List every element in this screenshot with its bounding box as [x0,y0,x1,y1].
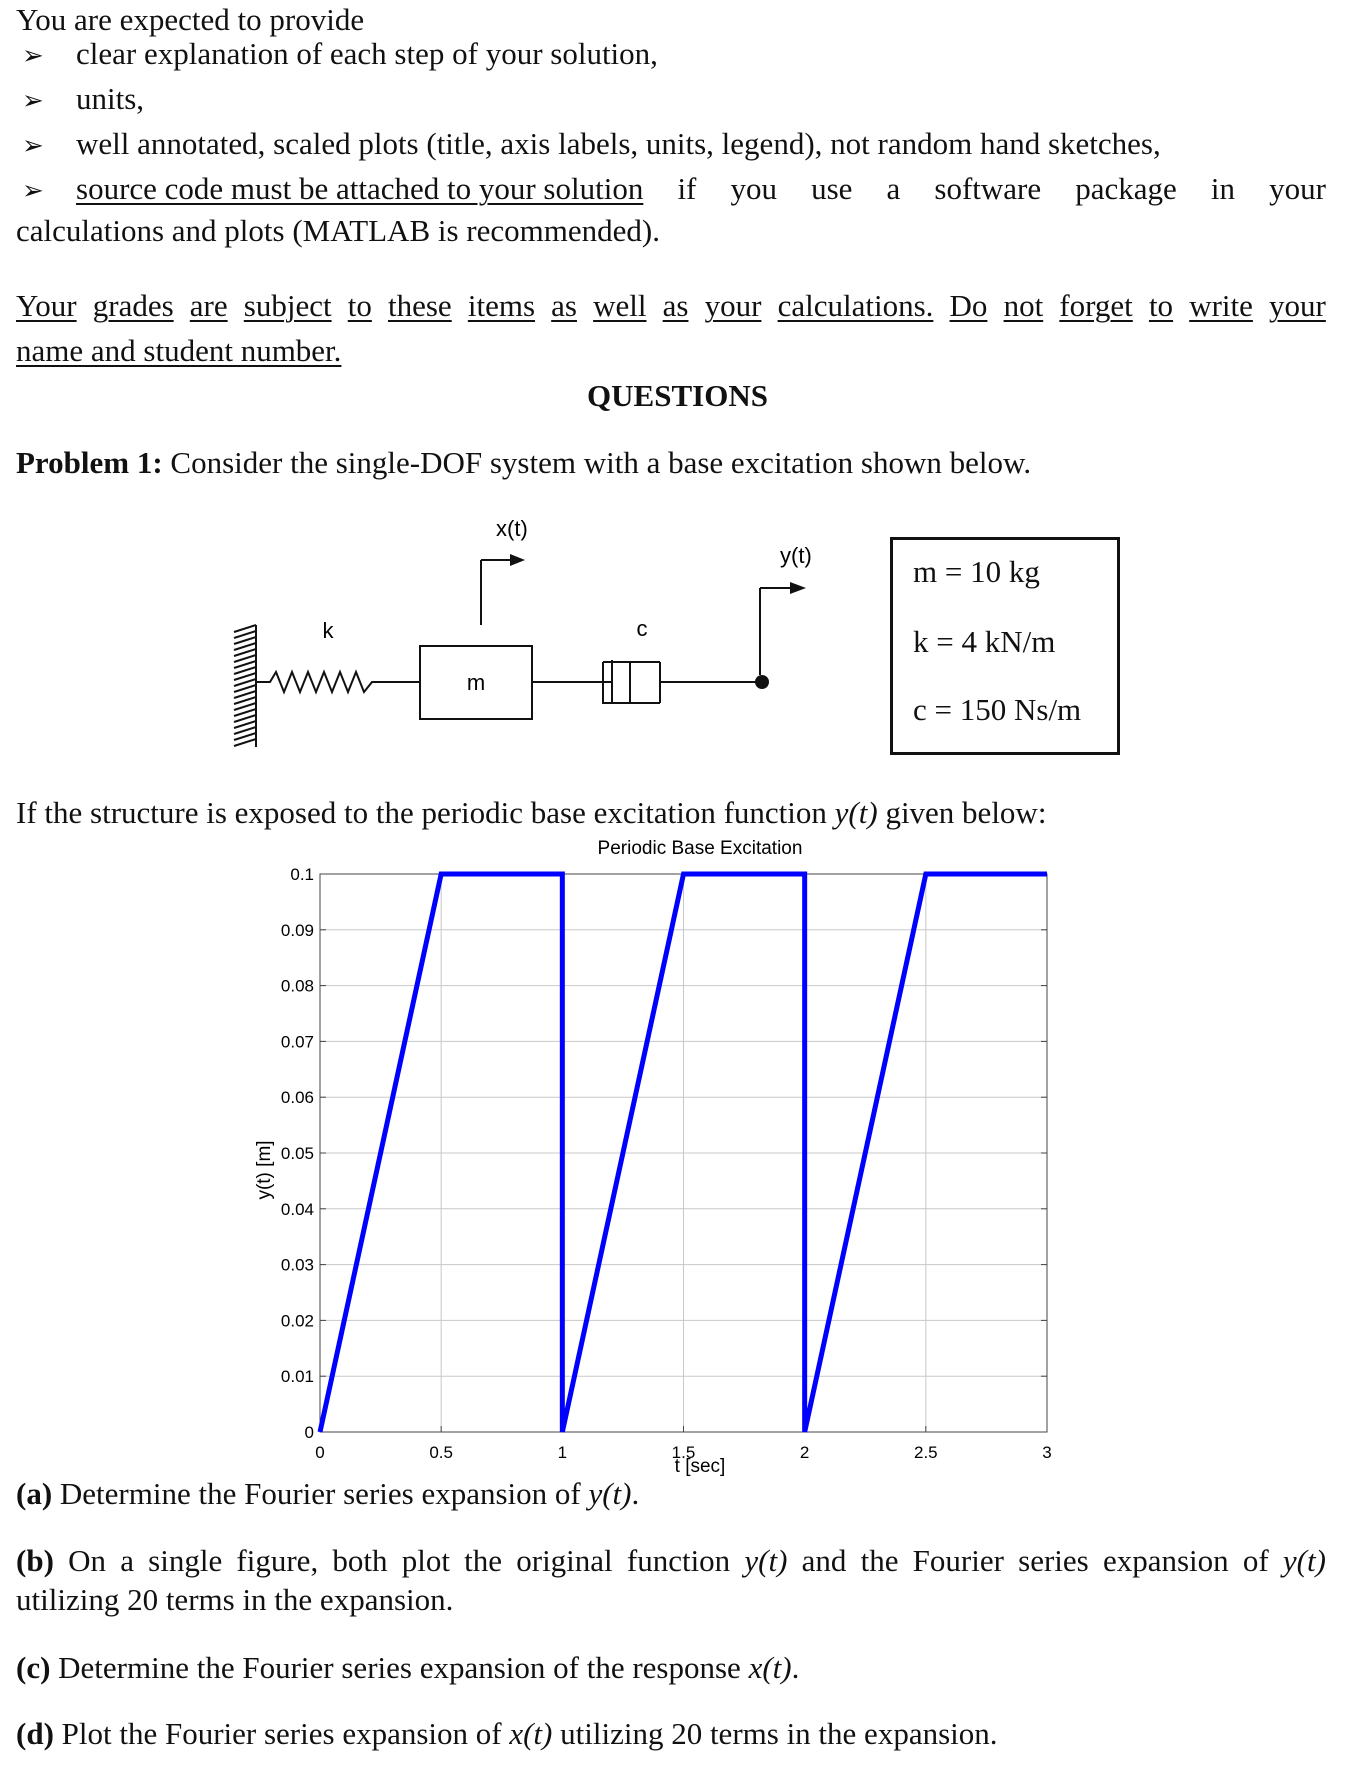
question-a-post: . [631,1476,640,1511]
word: not [1003,288,1044,323]
param-mass: m = 10 kg [913,554,1040,589]
word: to [1148,288,1174,323]
excitation-statement [16,795,1046,831]
notice-line-2: name and student number. [16,333,342,368]
word: a [886,171,901,206]
y-tick-label: 0.07 [280,1032,314,1052]
word: package [1075,171,1177,206]
question-c [16,1650,799,1686]
word: software [934,171,1042,206]
word: grades [92,288,174,323]
question-a-text: Determine the Fourier series expansion of [59,1476,581,1511]
notice-line-1 [16,288,1326,324]
bullet-4-underlined: source code must be attached to your solution [76,171,644,206]
word: series [1018,1543,1089,1578]
word: plot [401,1543,450,1578]
bullet-1 [22,36,44,74]
question-d-label: (d) [16,1716,54,1751]
problem-1-statement [16,445,1031,481]
question-c-func: x(t) [748,1650,792,1685]
x-tick-label: 0.5 [429,1443,453,1462]
word: the [860,1543,899,1578]
word: figure, [236,1543,319,1578]
question-c-post: . [791,1650,800,1685]
chart-title: Periodic Base Excitation [597,838,803,859]
bullet-2 [22,81,44,119]
y-tick-label: 0.02 [280,1311,314,1331]
word: Fourier [912,1543,1004,1578]
y-tick-label: 0.08 [280,976,314,996]
word: items [467,288,536,323]
x-tick-label: 2 [799,1443,810,1462]
x-tick-label: 2.5 [914,1443,938,1462]
word: if [677,171,697,206]
word: as [662,288,689,323]
word: function [626,1543,731,1578]
x-tick-label: 0 [315,1443,325,1462]
question-b-line-1 [16,1543,1326,1579]
excitation-text-post: given below: [885,795,1047,830]
bullet-2-text: units, [76,81,145,116]
y-tick-label: 0.05 [280,1144,314,1163]
question-d-text: Plot the Fourier series expansion of [61,1716,502,1751]
bullet-1-text: clear explanation of each step of your solution, [76,36,658,71]
problem-1-text: Consider the single-DOF system with a base excitation shown below. [170,445,1032,480]
question-b-label: (b) [16,1543,54,1578]
bullet-arrow-icon: ➢ [22,131,44,160]
word: in [1210,171,1236,206]
word: you [730,171,777,206]
y-tick-label: 0 [304,1423,314,1442]
param-damping: c = 150 Ns/m [913,692,1082,727]
word: Do [949,288,988,323]
problem-1-label: Problem 1: [16,445,163,480]
word: to [347,288,372,323]
word: single [148,1543,223,1578]
mass-label: m [466,670,486,695]
word: a [120,1543,134,1578]
spring-label: k [322,618,334,643]
y-tick-label: 0.09 [280,920,314,940]
word: well [593,288,647,323]
word: of [1242,1543,1269,1578]
parameters-box [890,537,1120,755]
question-d-post: utilizing 20 terms in the expansion. [560,1716,998,1751]
bullet-3-text: well annotated, scaled plots (title, axis labels, units, legend), not random hand sketches, [76,126,1161,161]
excitation-chart [250,832,1070,1482]
bullet-arrow-icon: ➢ [22,86,44,115]
word: original [516,1543,613,1578]
question-b-func-2: y(t) [1282,1543,1326,1578]
fixed-wall [234,625,256,747]
word: both [332,1543,388,1578]
x-tick-label: 1.5 [671,1443,696,1462]
word: subject [243,288,332,323]
x-tick-label: 3 [1042,1443,1052,1462]
x-displacement-arrow-icon [481,554,525,625]
chart-grid [320,874,1047,1432]
excitation-text-pre: If the structure is exposed to the periodic base excitation function [16,795,827,830]
y-label: y(t) [780,543,812,568]
question-c-text: Determine the Fourier series expansion of the response [58,1650,741,1685]
question-b-func-1: y(t) [744,1543,788,1578]
word: are [189,288,228,323]
y-tick-label: 0.1 [290,865,314,884]
word: Your [16,288,77,323]
question-a [16,1476,639,1512]
question-a-label: (a) [16,1476,53,1511]
question-a-func: y(t) [588,1476,632,1511]
word: expansion [1102,1543,1229,1578]
y-tick-label: 0.04 [280,1199,314,1219]
bullet-4-text [76,171,1326,207]
bullet-4 [22,171,44,209]
bullet-3 [22,126,44,164]
question-d-func: x(t) [509,1716,553,1751]
base-point [755,675,769,689]
chart-ylabel: y(t) [m] [254,1140,275,1200]
spring-k [256,672,420,692]
word: the [464,1543,503,1578]
word: your [1269,171,1326,206]
section-title: QUESTIONS [587,378,768,413]
y-tick-label: 0.06 [280,1088,314,1108]
word: On [68,1543,106,1578]
word: calculations. [777,288,934,323]
word: use [811,171,853,206]
x-label: x(t) [496,516,528,541]
question-c-label: (c) [16,1650,51,1685]
intro-lead: You are expected to provide [16,2,365,37]
bullet-arrow-icon: ➢ [22,41,44,70]
bullet-4-line2: calculations and plots (MATLAB is recommended). [16,213,660,248]
word: your [704,288,762,323]
x-tick-label: 1 [557,1443,568,1462]
question-b-line-2: utilizing 20 terms in the expansion. [16,1582,454,1617]
damper-label: c [636,616,648,641]
word: as [551,288,577,323]
word: your [1269,288,1326,323]
word: forget [1059,288,1133,323]
damper-c [532,660,760,704]
sdof-diagram [0,500,880,770]
excitation-function: y(t) [834,795,878,830]
word: write [1189,288,1253,323]
word: and [801,1543,847,1578]
word: these [388,288,452,323]
y-displacement-arrow-icon [760,582,806,675]
chart-xlabel: t [sec] [674,1456,726,1477]
question-d [16,1716,998,1752]
y-tick-label: 0.01 [280,1367,314,1387]
y-tick-label: 0.03 [280,1255,314,1275]
param-stiffness: k = 4 kN/m [913,624,1056,659]
bullet-arrow-icon: ➢ [22,176,44,205]
